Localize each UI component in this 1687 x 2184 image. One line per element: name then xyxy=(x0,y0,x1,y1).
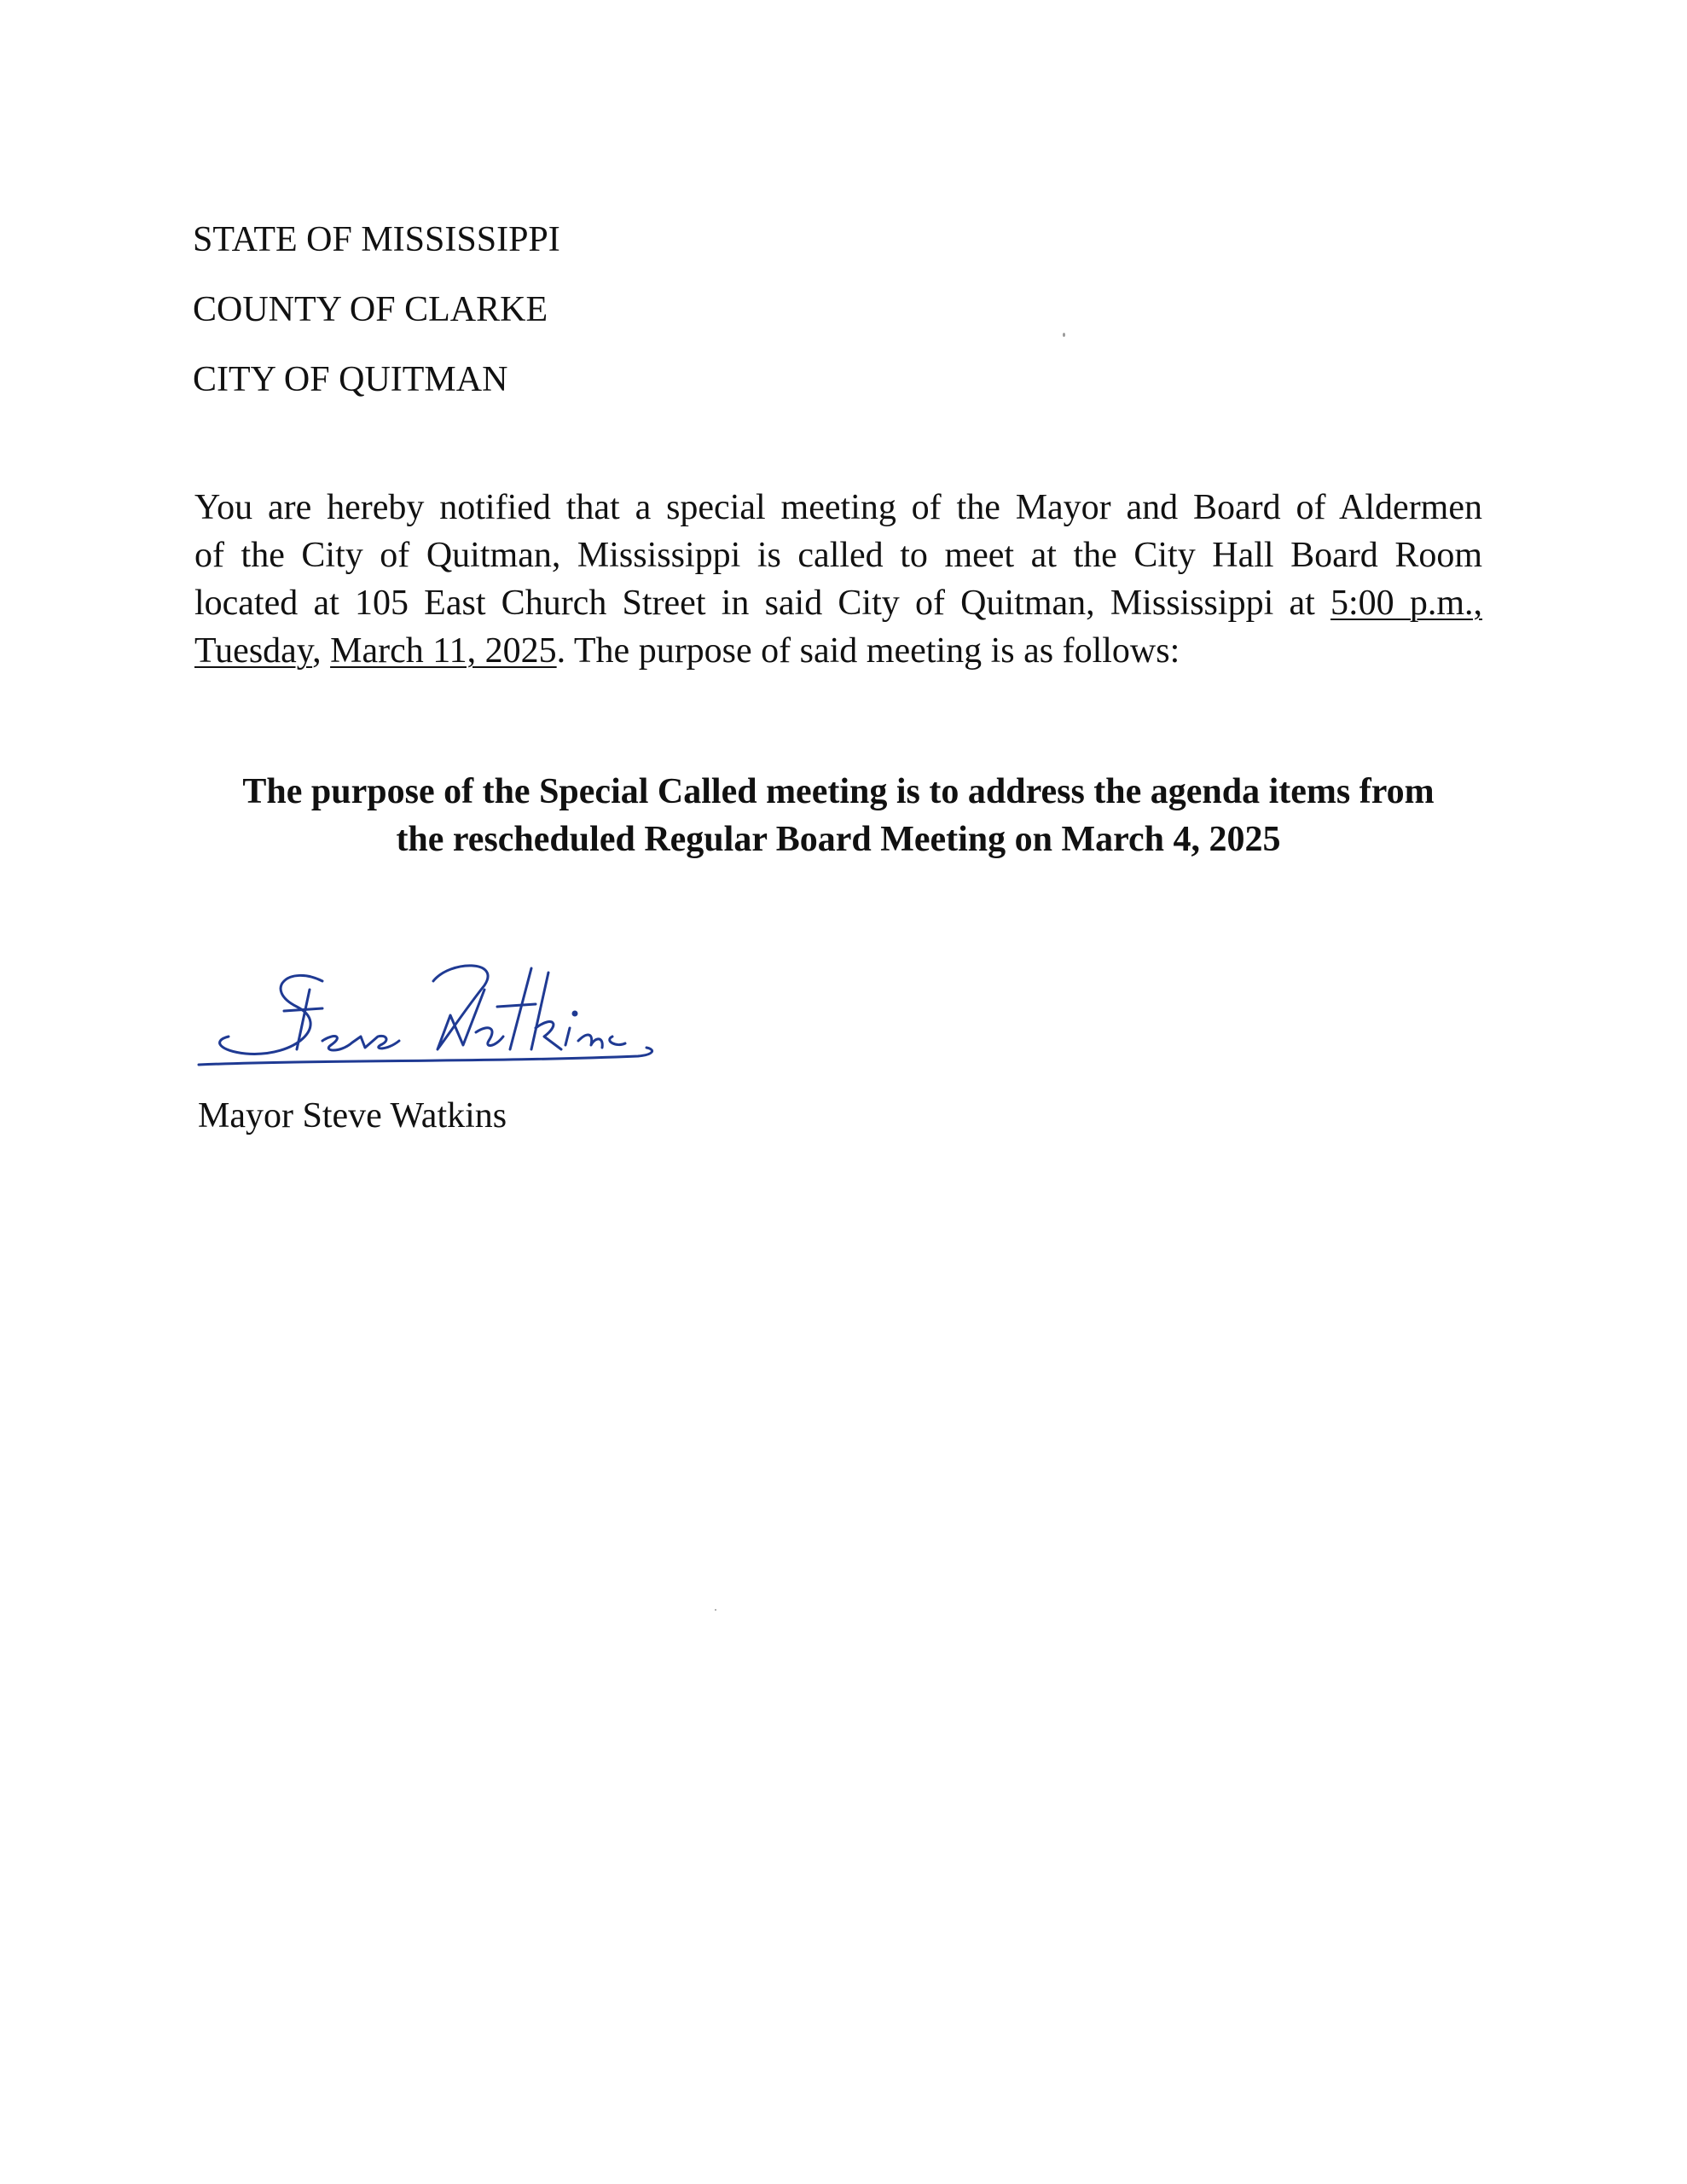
state-line: STATE OF MISSISSIPPI xyxy=(193,220,560,259)
notice-line-3-text: located at 105 East Church Street in said City of Quitman, Mississippi at xyxy=(194,584,1330,623)
scan-speck xyxy=(1063,333,1065,337)
signature-icon xyxy=(194,956,689,1075)
notice-paragraph xyxy=(194,484,1482,675)
jurisdiction-header xyxy=(193,205,560,415)
purpose-line-1: The purpose of the Special Called meeting is to address the agenda items from xyxy=(242,772,1435,811)
notice-line-2: of the City of Quitman, Mississippi is called to meet at the City Hall Board Room xyxy=(194,536,1482,575)
meeting-date: March 11, 2025 xyxy=(330,631,557,671)
scan-speck xyxy=(715,1609,716,1611)
meeting-day: Tuesday xyxy=(194,631,313,671)
date-separator: , xyxy=(312,631,331,671)
purpose-line-2: the rescheduled Regular Board Meeting on March 4, 2025 xyxy=(396,820,1281,859)
notice-line-4-text: . The purpose of said meeting is as follows: xyxy=(556,631,1180,671)
notice-line-1: You are hereby notified that a special meeting of the Mayor and Board of Aldermen xyxy=(194,488,1482,527)
purpose-statement xyxy=(194,768,1482,863)
meeting-time: 5:00 p.m., xyxy=(1330,584,1483,623)
signer-name: Mayor Steve Watkins xyxy=(198,1096,507,1136)
signature xyxy=(194,956,689,1075)
notice-line-4 xyxy=(194,627,1482,675)
county-line: COUNTY OF CLARKE xyxy=(193,290,548,329)
city-line: CITY OF QUITMAN xyxy=(193,360,508,399)
notice-line-3 xyxy=(194,579,1482,627)
